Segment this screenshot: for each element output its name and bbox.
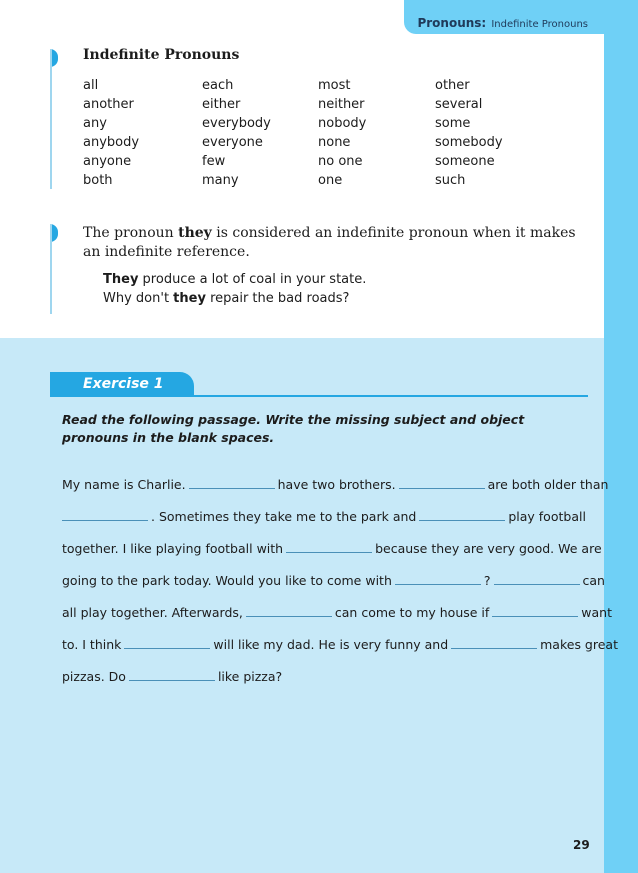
pronoun-word: few — [202, 154, 226, 169]
example-text: Why don't — [103, 291, 174, 306]
pronoun-word: each — [202, 78, 234, 93]
passage-text: play football — [508, 509, 586, 524]
example-sentence-2 — [103, 289, 366, 308]
blank-field[interactable] — [246, 606, 332, 617]
pronoun-word: one — [318, 173, 343, 188]
pronoun-word: several — [435, 97, 483, 112]
pronoun-word: both — [83, 173, 113, 188]
header-title: Pronouns: — [417, 16, 487, 30]
passage-text: want — [581, 605, 613, 620]
passage-text: to. I think — [62, 637, 122, 652]
example-sentences — [103, 270, 366, 308]
passage-text: ? — [483, 573, 491, 588]
para-text: is considered an indefinite pronoun when it makes an indefinite reference. — [83, 225, 576, 260]
passage-text: have two brothers. — [277, 477, 396, 492]
header-tab — [404, 0, 638, 34]
exercise-tab — [50, 372, 194, 396]
passage-line — [62, 541, 602, 557]
passage-text: because they are very good. We are — [375, 541, 602, 556]
pronoun-word: anybody — [83, 135, 140, 150]
pronoun-column-3 — [318, 76, 366, 190]
passage-text: can come to my house if — [334, 605, 490, 620]
pronoun-word: someone — [435, 154, 495, 169]
passage-text: . Sometimes they take me to the park and — [151, 509, 417, 524]
instr-emphasis: subject — [394, 412, 446, 427]
blank-field[interactable] — [62, 510, 148, 521]
pronoun-word: neither — [318, 97, 365, 112]
pronoun-word: somebody — [435, 135, 503, 150]
passage-line — [62, 669, 282, 685]
example-text: produce a lot of coal in your state. — [138, 272, 367, 287]
blank-field[interactable] — [189, 478, 275, 489]
blank-field[interactable] — [451, 638, 537, 649]
passage-text: are both older than — [487, 477, 609, 492]
page-number: 29 — [573, 838, 590, 852]
passage-text: together. I like playing football with — [62, 541, 284, 556]
section-rule — [50, 49, 52, 189]
blank-field[interactable] — [129, 670, 215, 681]
pronoun-word: everybody — [202, 116, 271, 131]
passage-text: going to the park today. Would you like to come with — [62, 573, 392, 588]
pronoun-word: anyone — [83, 154, 132, 169]
pronoun-column-1 — [83, 76, 139, 190]
section-rule — [50, 224, 52, 314]
pronoun-word: other — [435, 78, 470, 93]
instr-text: and — [445, 412, 481, 427]
pronoun-word: many — [202, 173, 239, 188]
example-bold: they — [173, 291, 206, 306]
they-explanation — [83, 224, 583, 262]
passage-line — [62, 573, 605, 589]
section-heading: Indefinite Pronouns — [83, 47, 240, 63]
passage-text: like pizza? — [217, 669, 283, 684]
instr-text: Read the following passage. Write the missing — [62, 412, 395, 427]
blank-field[interactable] — [492, 606, 578, 617]
instr-text: in the blank spaces. — [128, 430, 275, 445]
pronoun-word: most — [318, 78, 351, 93]
blank-field[interactable] — [286, 542, 372, 553]
pronoun-column-4 — [435, 76, 503, 190]
passage-text: My name is Charlie. — [62, 477, 186, 492]
pronoun-word: nobody — [318, 116, 367, 131]
instr-emphasis: object pronouns — [62, 412, 525, 445]
blank-field[interactable] — [395, 574, 481, 585]
pronoun-word: such — [435, 173, 466, 188]
blank-field[interactable] — [494, 574, 580, 585]
pronoun-word: no one — [318, 154, 363, 169]
pronoun-column-2 — [202, 76, 271, 190]
passage-line — [62, 605, 612, 621]
pronoun-word: either — [202, 97, 241, 112]
pronoun-word: all — [83, 78, 99, 93]
passage-line — [62, 477, 608, 493]
exercise-rule — [50, 395, 588, 397]
passage-text: pizzas. Do — [62, 669, 126, 684]
passage-text: can — [582, 573, 605, 588]
pronoun-word: another — [83, 97, 134, 112]
exercise-title: Exercise 1 — [83, 376, 164, 392]
passage-text: will like my dad. He is very funny and — [213, 637, 449, 652]
passage-line — [62, 637, 618, 653]
blank-field[interactable] — [124, 638, 210, 649]
example-sentence-1 — [103, 270, 366, 289]
pronoun-word: any — [83, 116, 107, 131]
blank-field[interactable] — [399, 478, 485, 489]
right-sidebar-band — [604, 0, 638, 873]
pronoun-word: some — [435, 116, 471, 131]
example-text: repair the bad roads? — [205, 291, 350, 306]
para-text: The pronoun — [83, 225, 179, 241]
example-bold: They — [103, 272, 139, 287]
passage-line — [62, 509, 586, 525]
blank-field[interactable] — [419, 510, 505, 521]
exercise-instructions — [62, 411, 592, 447]
passage-text: makes great — [540, 637, 618, 652]
pronoun-word: everyone — [202, 135, 263, 150]
passage-text: all play together. Afterwards, — [62, 605, 243, 620]
para-bold-word: they — [178, 225, 212, 241]
header-subtitle: Indefinite Pronouns — [491, 19, 588, 30]
pronoun-word: none — [318, 135, 351, 150]
